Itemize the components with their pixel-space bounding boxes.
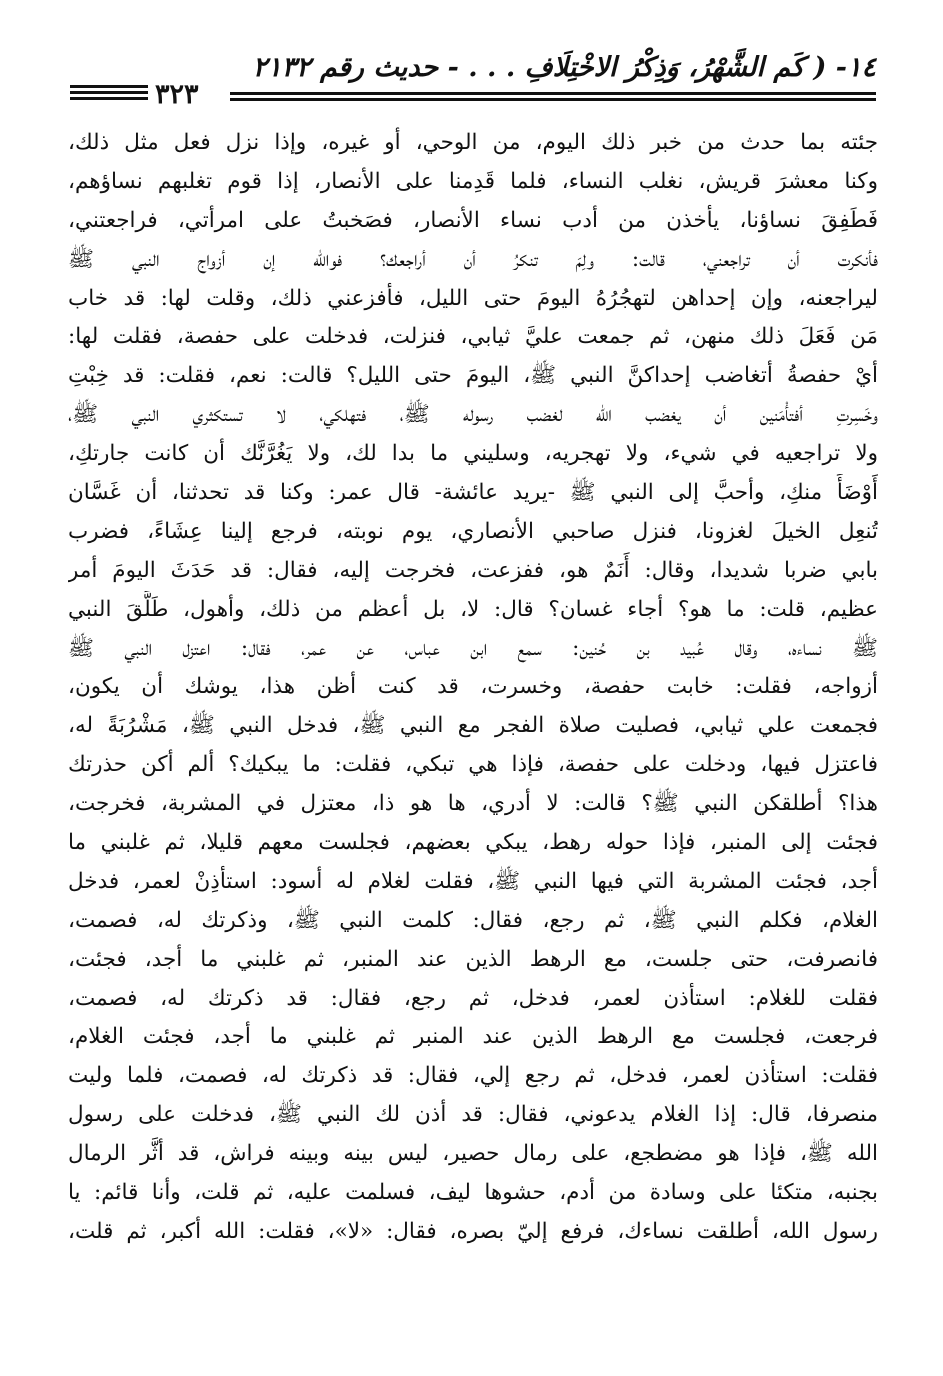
text-line: الغلام، فكلم النبي ﷺ، ثم رجع، فقال: كلمت النبي ﷺ، وذكرتك له، فصمت، [68,907,878,933]
hadith-text [68,124,878,1252]
text-line: أجد، فجئت المشربة التي فيها النبي ﷺ، فقلت لغلام له أسود: استأذِنْ لعمر، فدخل [68,868,878,894]
text-line: هذا؟ أطلقكن النبي ﷺ؟ قالت: لا أدري، ها هو ذا، معتزل في المشربة، فخرجت، [68,791,878,817]
text-line: ولا تراجعيه في شيء، ولا تهجريه، وسليني ما بدا لك، ولا يَغُرَّنَّك أن كانت جارتكِ، [68,441,878,467]
text-line: جئته بما حدث من خبر ذلك اليوم، من الوحي، أو غيره، وإذا نزل فعل مثل ذلك، [68,130,878,155]
text-line: فرجعت، فجلست مع الرهط الذين عند المنبر ثم غلبني ما أجد، فجئت الغلام، [68,1024,878,1050]
text-line: منصرفا، قال: إذا الغلام يدعوني، فقال: قد أذن لك النبي ﷺ، فدخلت على رسول [68,1102,878,1128]
text-line: أيْ حفصةُ أتغاضب إحداكنَّ النبي ﷺ، اليومَ حتى الليل؟ قالت: نعم، فقلت: قد خِبْتِ [68,363,878,389]
text-line: فجمعت علي ثيابي، فصليت صلاة الفجر مع النبي ﷺ، فدخل النبي ﷺ، مَشْرُبَةً له، [68,713,878,739]
text-line: فأنكرت أن تراجعني، قالت: ولِمَ تنكرُ أن أراجعك؟ فوالله إن أزواج النبي ﷺ [68,246,878,272]
text-line: فَطَفِقَ نساؤنا، يأخذن من أدب نساء الأنصار، فصَخبتُ على امرأتي، فراجعتني، [68,207,878,233]
text-line: ليراجعنه، وإن إحداهن لتهجُرُهُ اليومَ حتى الليل، فأفزعني ذلك، وقلت لها: قد خاب [68,285,878,311]
text-line: أَوْضَأَ منكِ، وأحبَّ إلى النبي ﷺ -يريد عائشة- قال عمر: وكنا قد تحدثنا، أن غَسَّان [68,480,878,506]
text-line: مَن فَعَلَ ذلك منهن، ثم جمعت عليَّ ثيابي، فنزلت، فدخلت على حفصة، فقلت لها: [68,324,878,350]
header-rule-right [230,92,876,104]
page-number: ٣٢٣ [155,79,199,110]
page-header [70,48,876,110]
text-line: فانصرفت، حتى جلست، مع الرهط الذين عند المنبر، ثم غلبني ما أجد، فجئت، [68,946,878,972]
text-line: تُنعِل الخيلَ لغزونا، فنزل صاحبي الأنصاري، يوم نوبته، فرجع إلينا عِشَاءً، فضرب [68,518,878,544]
text-line: فقلت للغلام: استأذن لعمر، فدخل، ثم رجع، فقال: قد ذكرتك له، فصمت، [68,985,878,1011]
text-line: بابي ضربا شديدا، وقال: أَنَمٌ هو، ففزعت، فخرجت إليه، فقال: قد حَدَثَ اليومَ أمر [68,557,878,583]
text-line: وكنا معشرَ قريش، نغلب النساء، فلما قَدِمنا على الأنصار، إذا قوم تغلبهم نساؤهم، [68,168,878,194]
text-line: وخَسِرتِ أفتأْمَنين أن يغضب الله لغضب رسوله ﷺ، فتهلكي، لا تستكثري النبي ﷺ، [68,402,878,428]
header-rule-left [70,85,148,100]
text-line: الله ﷺ، فإذا هو مضطجع، على رمال حصير، ليس بينه وبينه فراش، قد أثَّر الرمال [68,1141,878,1167]
text-line: فاعتزل فيها، ودخلت على حفصة، فإذا هي تبكي، فقلت: ما يبكيك؟ ألم أكن حذرتك [68,752,878,778]
text-line: فجئت إلى المنبر، فإذا حوله رهط، يبكي بعضهم، فجلست معهم قليلا، ثم غلبني ما [68,830,878,856]
text-line: عظيم، قلت: ما هو؟ أجاء غسان؟ قال: لا، بل أعظم من ذلك، وأهول، طَلَّقَ النبي [68,596,878,622]
text-line: فقلت: استأذن لعمر، فدخل، ثم رجع إلي، فقال: قد ذكرتك له، فصمت، فلما وليت [68,1063,878,1089]
chapter-heading: ١٤- ( كَم الشَّهْرُ، وَذِكْرُ الاخْتِلَافِ . . . - حديث رقم ٢١٣٢ [252,52,876,83]
text-line: بجنبه، متكئا على وسادة من أدم، حشوها ليف، فسلمت عليه، ثم قلت، وأنا قائم: يا [68,1180,878,1206]
text-line: رسول الله، أطلقت نساءك، فرفع إليّ بصره، فقال: «لا»، فقلت: الله أكبر، ثم قلت، [68,1218,878,1244]
text-line: أزواجه، فقلت: خابت حفصة، وخسرت، قد كنت أظن هذا، يوشك أن يكون، [68,674,878,700]
text-line: ﷺ نساءه، وقال عُبيد بن حُنين: سمع ابن عباس، عن عمر، فقال: اعتزل النبي ﷺ [68,635,878,661]
